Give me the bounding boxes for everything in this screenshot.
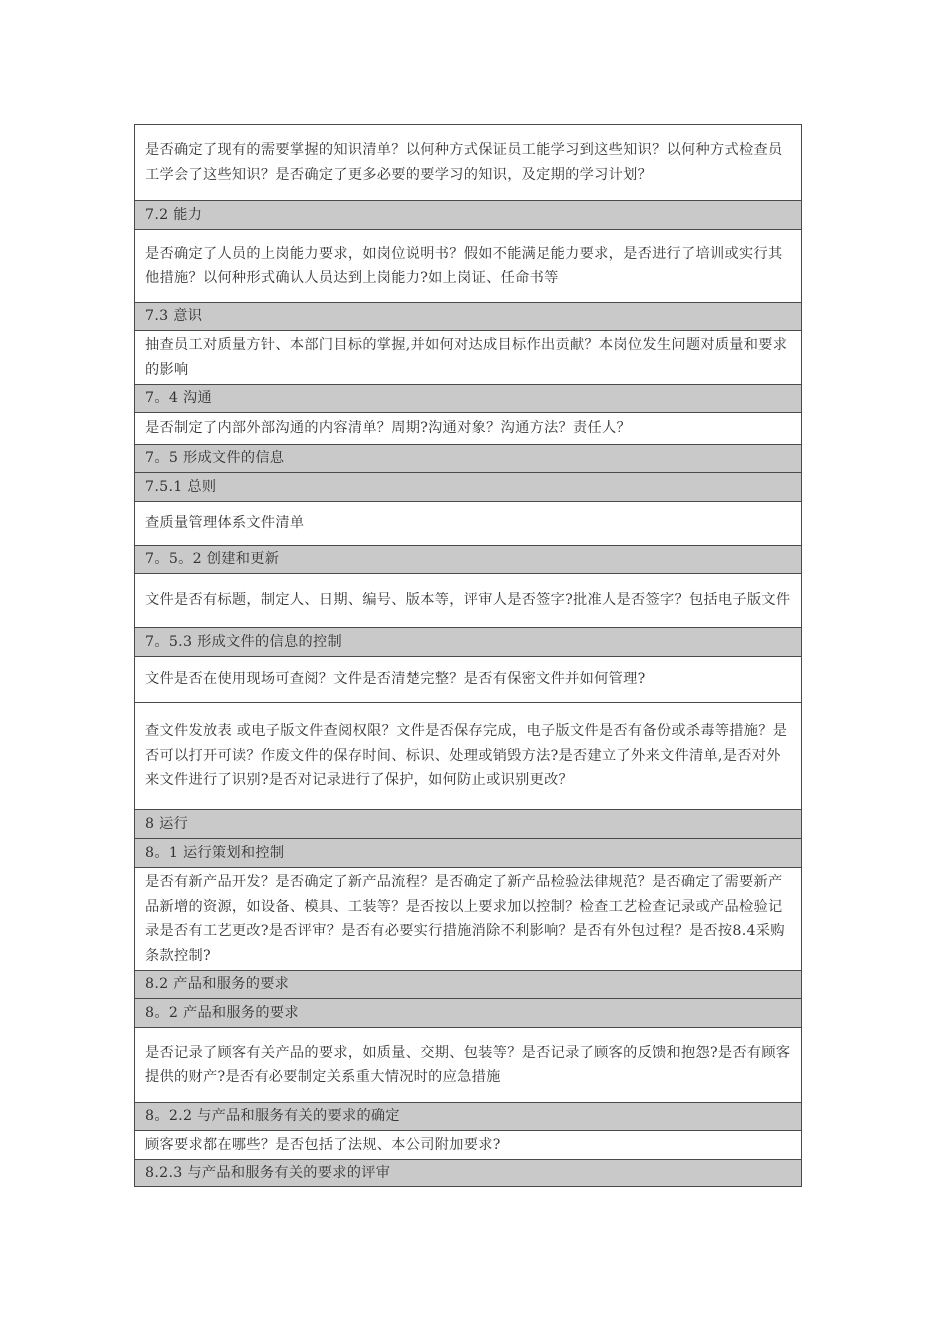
row-7-5-3-text-2: 查文件发放表 或电子版文件查阅权限？文件是否保存完成，电子版文件是否有备份或杀毒等措施？是否可以打开可读？作废文件的保存时间、标识、处理或销毁方法?是否建立了外来文件清单,是否对外来文件进行了识别?是否对记录进行了保护，如何防止或识别更改？ (135, 702, 801, 809)
row-7-5-2-text: 文件是否有标题，制定人、日期、编号、版本等，评审人是否签字?批准人是否签字？包括电子版文件 (135, 573, 801, 627)
row-7-3-text: 抽查员工对质量方针、本部门目标的掌握,并如何对达成目标作出贡献？本岗位发生问题对质量和要求的影响 (135, 330, 801, 384)
row-knowledge-text: 是否确定了现有的需要掌握的知识清单？以何种方式保证员工能学习到这些知识？以何种方式检查员工学会了这些知识？是否确定了更多必要的要学习的知识，及定期的学习计划？ (135, 125, 801, 200)
row-7-5-heading: 7。5 形成文件的信息 (135, 444, 801, 472)
row-7-5-1-text: 查质量管理体系文件清单 (135, 501, 801, 545)
row-7-4-heading: 7。4 沟通 (135, 384, 801, 412)
row-8-2-1-heading: 8。2 产品和服务的要求 (135, 998, 801, 1027)
row-7-5-3-text-1: 文件是否在使用现场可查阅？文件是否清楚完整？是否有保密文件并如何管理? (135, 656, 801, 702)
row-7-2-text: 是否确定了人员的上岗能力要求，如岗位说明书？假如不能满足能力要求，是否进行了培训或实行其他措施？以何种形式确认人员达到上岗能力?如上岗证、任命书等 (135, 229, 801, 302)
row-8-2-2-heading: 8。2.2 与产品和服务有关的要求的确定 (135, 1102, 801, 1130)
row-8-2-heading: 8.2 产品和服务的要求 (135, 970, 801, 998)
row-7-3-heading: 7.3 意识 (135, 302, 801, 330)
row-8-heading: 8 运行 (135, 809, 801, 838)
row-8-1-text: 是否有新产品开发？是否确定了新产品流程？是否确定了新产品检验法律规范？是否确定了需要新产品新增的资源，如设备、模具、工装等？是否按以上要求加以控制？检查工艺检查记录或产品检验记录是否有工艺更改?是否评审？是否有必要实行措施消除不利影响？是否有外包过程？是否按8.4采购条款控制? (135, 867, 801, 970)
row-7-5-3-heading: 7。5.3 形成文件的信息的控制 (135, 627, 801, 656)
row-7-4-text: 是否制定了内部外部沟通的内容清单？周期?沟通对象？沟通方法？责任人？ (135, 412, 801, 444)
audit-checklist-table (134, 124, 802, 1187)
row-7-5-1-heading: 7.5.1 总则 (135, 472, 801, 501)
row-8-2-3-heading: 8.2.3 与产品和服务有关的要求的评审 (135, 1159, 801, 1186)
row-8-2-1-text: 是否记录了顾客有关产品的要求，如质量、交期、包装等？是否记录了顾客的反馈和抱怨?是否有顾客提供的财产?是否有必要制定关系重大情况时的应急措施 (135, 1027, 801, 1102)
row-7-5-2-heading: 7。5。2 创建和更新 (135, 545, 801, 573)
row-8-1-heading: 8。1 运行策划和控制 (135, 838, 801, 867)
row-8-2-2-text: 顾客要求都在哪些？是否包括了法规、本公司附加要求? (135, 1130, 801, 1159)
row-7-2-heading: 7.2 能力 (135, 200, 801, 229)
